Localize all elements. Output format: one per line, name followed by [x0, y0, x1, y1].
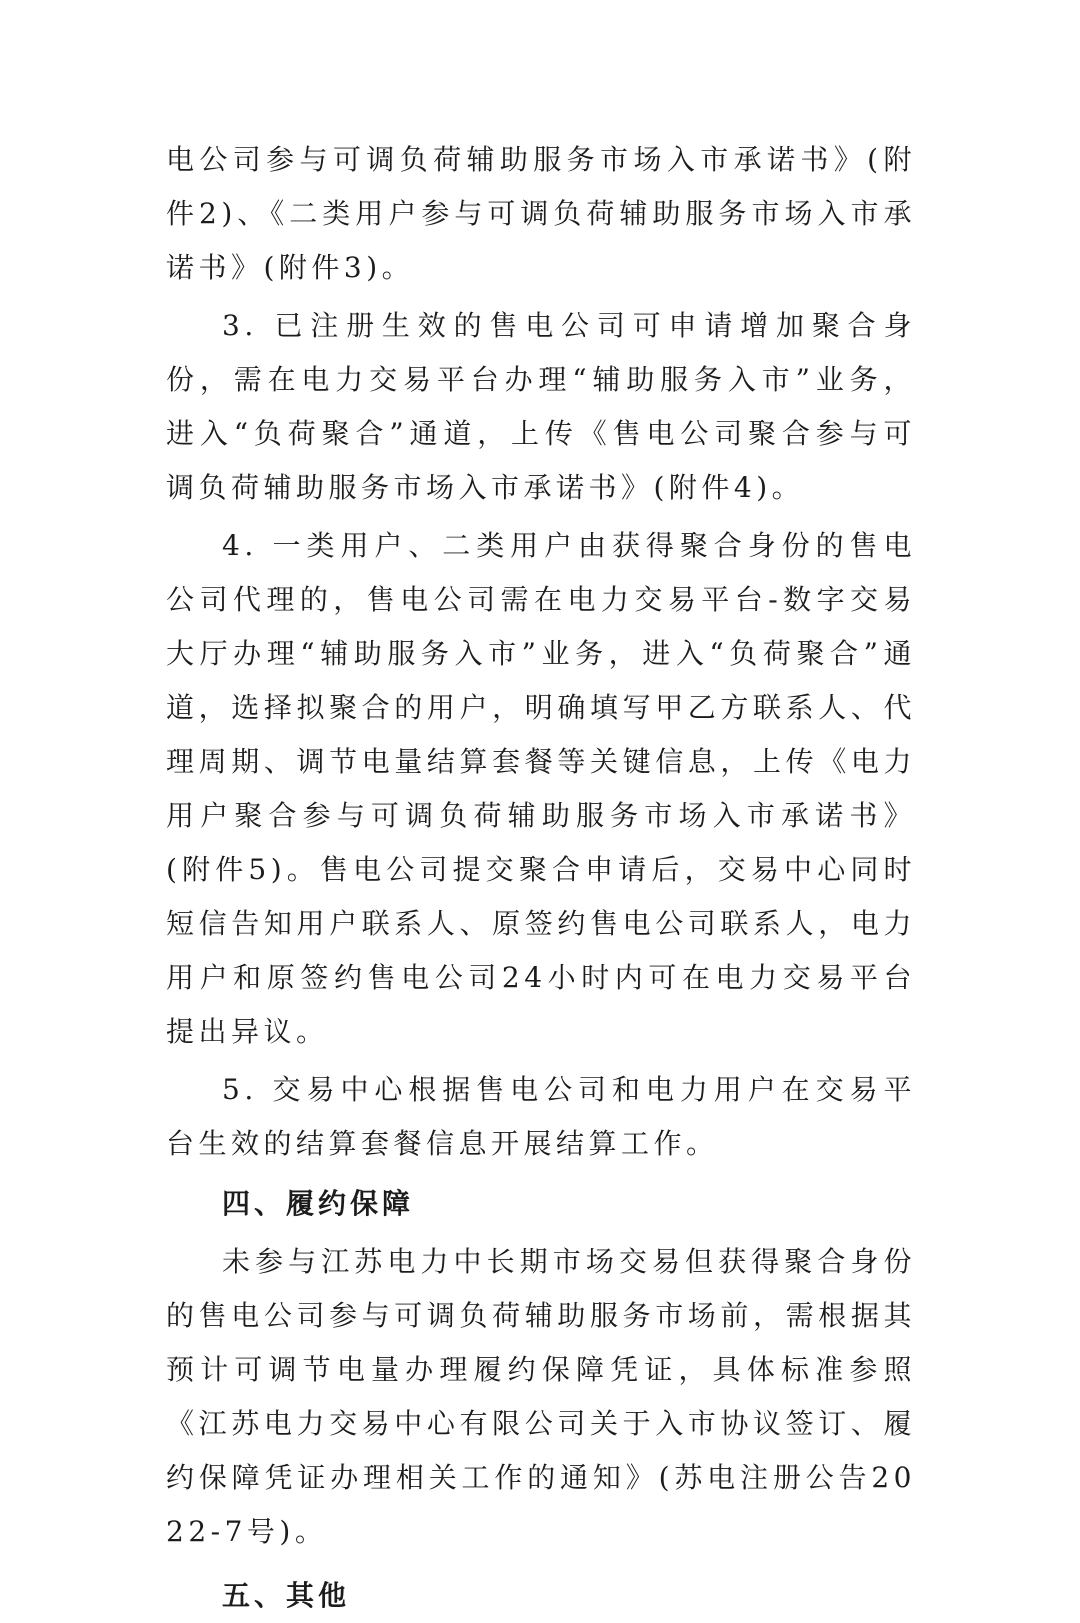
paragraph-continuation: 电公司参与可调负荷辅助服务市场入市承诺书》(附件2)、《二类用户参与可调负荷辅助服务市场入市承诺书》(附件3)。 — [166, 143, 916, 284]
section-heading-performance-guarantee: 四、履约保障 — [222, 1187, 415, 1220]
paragraph-item-3: 3. 已注册生效的售电公司可申请增加聚合身份，需在电力交易平台办理“辅助服务入市”业务，进入“负荷聚合”通道，上传《售电公司聚合参与可调负荷辅助服务市场入市承诺书》(附件4)。 — [166, 309, 916, 504]
paragraph-item-5: 5. 交易中心根据售电公司和电力用户在交易平台生效的结算套餐信息开展结算工作。 — [166, 1073, 916, 1160]
document-body — [166, 133, 916, 1623]
paragraph-item-4: 4. 一类用户、二类用户由获得聚合身份的售电公司代理的，售电公司需在电力交易平台-数字交易大厅办理“辅助服务入市”业务，进入“负荷聚合”通道，选择拟聚合的用户，明确填写甲乙方联系人、代理周期、调节电量结算套餐等关键信息，上传《电力用户聚合参与可调负荷辅助服务市场入市承诺书》(附件5)。售电公司提交聚合申请后，交易中心同时短信告知用户联系人、原签约售电公司联系人，电力用户和原签约售电公司24小时内可在电力交易平台提出异议。 — [166, 529, 916, 1048]
section-heading-other: 五、其他 — [222, 1579, 351, 1612]
paragraph-performance-guarantee: 未参与江苏电力中长期市场交易但获得聚合身份的售电公司参与可调负荷辅助服务市场前，需根据其预计可调节电量办理履约保障凭证，具体标准参照《江苏电力交易中心有限公司关于入市协议签订、履约保障凭证办理相关工作的通知》(苏电注册公告2022-7号)。 — [166, 1245, 916, 1548]
